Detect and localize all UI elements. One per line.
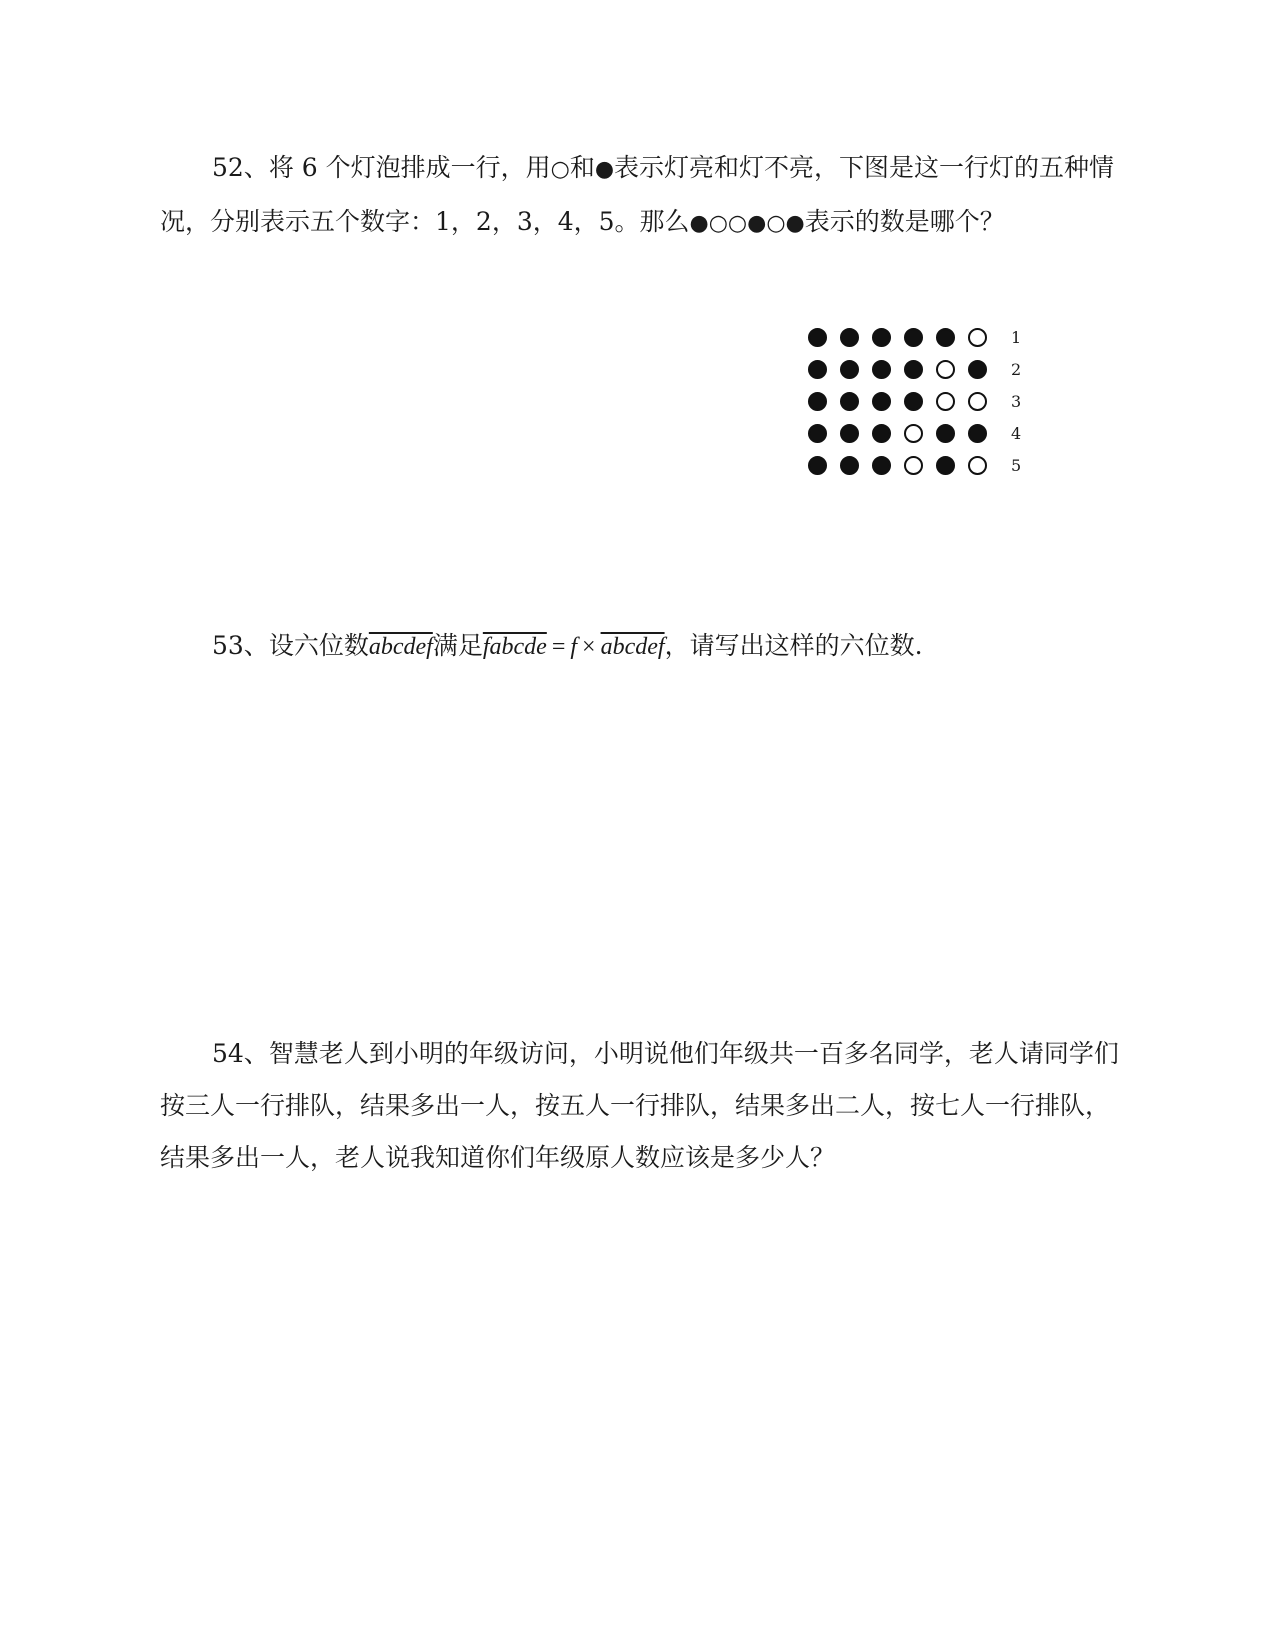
- question-number: 52、: [212, 153, 269, 182]
- query-bulb-pattern: ●○○●○●: [689, 211, 805, 236]
- unlit-bulb: [936, 392, 955, 411]
- lit-bulb: [872, 392, 891, 411]
- lit-bulb: [936, 424, 955, 443]
- unlit-bulb: [968, 392, 987, 411]
- question-text: 表示的数是哪个？: [804, 207, 1005, 236]
- equation-rhs: abcdef: [600, 634, 665, 660]
- question-text: 将 6 个灯泡排成一行，用: [268, 153, 551, 182]
- lit-bulb: [872, 328, 891, 347]
- unlit-bulb-symbol: ○: [550, 157, 570, 182]
- bulb-row-5: [808, 454, 1048, 478]
- row-label: 1: [1011, 328, 1022, 347]
- lit-bulb: [968, 424, 987, 443]
- lit-bulb: [872, 360, 891, 379]
- lit-bulb-symbol: ●: [594, 157, 615, 182]
- six-digit-number: abcdef: [368, 634, 433, 660]
- unlit-bulb: [968, 328, 987, 347]
- equation: [483, 634, 665, 660]
- question-text: 设六位数: [268, 631, 369, 660]
- question-text: 表示灯亮和灯不亮，下图是这一行灯的五种情况，分别表示五个数字：1，2，3，4，5。那么: [160, 153, 1115, 236]
- lit-bulb: [840, 424, 859, 443]
- row-label: 5: [1011, 456, 1022, 475]
- question-text: 智慧老人到小明的年级访问，小明说他们年级共一百多名同学，老人请同学们按三人一行排队，结果多出一人，按五人一行排队，结果多出二人，按七人一行排队，结果多出一人，老人说我知道你们年级原人数应该是多少人？: [160, 1039, 1119, 1172]
- lit-bulb: [840, 392, 859, 411]
- unlit-bulb: [936, 360, 955, 379]
- times-sign: ×: [582, 634, 596, 660]
- unlit-bulb: [968, 456, 987, 475]
- question-text: ，请写出这样的六位数.: [664, 631, 923, 660]
- lit-bulb: [936, 328, 955, 347]
- bulb-figure: [808, 326, 1048, 494]
- unlit-bulb: [904, 456, 923, 475]
- lit-bulb: [808, 360, 827, 379]
- lit-bulb: [936, 456, 955, 475]
- equation-lhs: fabcde: [482, 634, 547, 660]
- question-text: 和: [569, 153, 595, 182]
- question-54: [160, 1028, 1120, 1184]
- question-52: [160, 142, 1120, 250]
- equation-factor: f: [570, 634, 578, 660]
- lit-bulb: [872, 424, 891, 443]
- question-number: 54、: [212, 1039, 269, 1068]
- lit-bulb: [840, 456, 859, 475]
- bulb-row-1: [808, 326, 1048, 350]
- bulb-row-3: [808, 390, 1048, 414]
- question-53: [160, 620, 1120, 673]
- equals-sign: =: [551, 634, 566, 660]
- lit-bulb: [808, 424, 827, 443]
- lit-bulb: [872, 456, 891, 475]
- row-label: 2: [1011, 360, 1022, 379]
- lit-bulb: [808, 328, 827, 347]
- row-label: 3: [1011, 392, 1022, 411]
- lit-bulb: [904, 328, 923, 347]
- lit-bulb: [808, 392, 827, 411]
- bulb-row-4: [808, 422, 1048, 446]
- bulb-row-2: [808, 358, 1048, 382]
- question-text: 满足: [432, 631, 483, 660]
- lit-bulb: [904, 360, 923, 379]
- question-number: 53、: [212, 631, 269, 660]
- lit-bulb: [904, 392, 923, 411]
- lit-bulb: [840, 328, 859, 347]
- unlit-bulb: [904, 424, 923, 443]
- lit-bulb: [968, 360, 987, 379]
- lit-bulb: [808, 456, 827, 475]
- row-label: 4: [1011, 424, 1022, 443]
- lit-bulb: [840, 360, 859, 379]
